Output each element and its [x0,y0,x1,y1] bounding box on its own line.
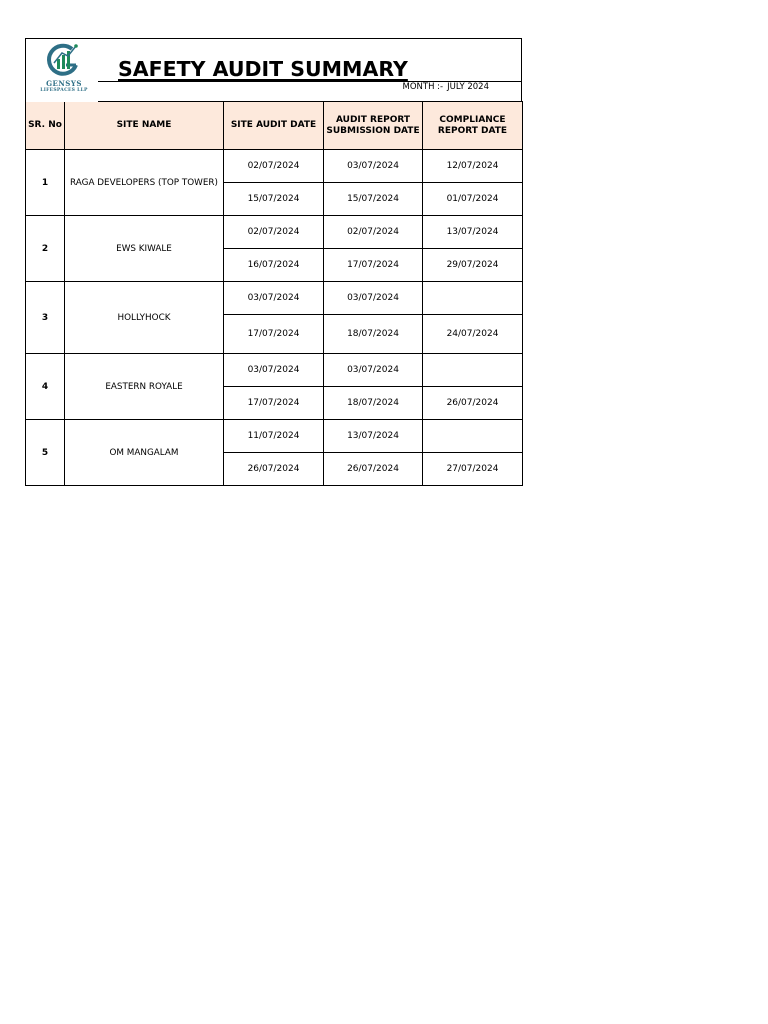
report-date-cell: 02/07/2024 [324,216,423,249]
report-date-cell: 17/07/2024 [324,249,423,282]
compliance-date-cell: 27/07/2024 [423,453,523,486]
compliance-date-cell: 13/07/2024 [423,216,523,249]
logo-brand-name: GENSYS [46,79,82,88]
logo-mark-icon [26,39,98,79]
table-row [26,282,523,315]
header-site-name: SITE NAME [65,102,224,150]
month-label [403,82,489,92]
table-row [26,354,523,387]
logo-tagline: LIFESPACES LLP [40,88,88,93]
sheet-header [25,38,522,101]
page-title: SAFETY AUDIT SUMMARY [118,57,408,81]
sr-no-cell: 5 [26,420,65,486]
header-compliance-line2: REPORT DATE [437,125,508,136]
audit-sheet [25,38,522,486]
site-audit-date-cell: 02/07/2024 [224,150,324,183]
table-header-row [26,102,523,150]
site-name-cell: EWS KIWALE [65,216,224,282]
site-name-cell: OM MANGALAM [65,420,224,486]
site-audit-date-cell: 16/07/2024 [224,249,324,282]
month-prefix: MONTH :- [402,82,444,92]
company-logo [26,39,98,102]
report-date-cell: 03/07/2024 [324,282,423,315]
report-date-cell: 03/07/2024 [324,354,423,387]
site-audit-date-cell: 17/07/2024 [224,387,324,420]
header-audit-report-line2: SUBMISSION DATE [326,125,420,136]
header-sr-no: SR. No [26,102,65,150]
compliance-date-cell: 12/07/2024 [423,150,523,183]
header-site-audit-date: SITE AUDIT DATE [224,102,324,150]
header-divider [98,81,522,82]
site-audit-date-cell: 03/07/2024 [224,282,324,315]
site-audit-date-cell: 11/07/2024 [224,420,324,453]
table-row [26,420,523,453]
compliance-date-cell: 24/07/2024 [423,315,523,354]
site-audit-date-cell: 03/07/2024 [224,354,324,387]
site-audit-date-cell: 15/07/2024 [224,183,324,216]
month-value: JULY 2024 [447,82,489,92]
sr-no-cell: 4 [26,354,65,420]
report-date-cell: 18/07/2024 [324,387,423,420]
header-compliance-line1: COMPLIANCE [439,114,506,125]
site-name-cell: EASTERN ROYALE [65,354,224,420]
compliance-date-cell: 29/07/2024 [423,249,523,282]
table-row [26,216,523,249]
header-audit-report-line1: AUDIT REPORT [335,114,411,125]
site-name-cell: HOLLYHOCK [65,282,224,354]
compliance-date-cell [423,354,523,387]
compliance-date-cell: 01/07/2024 [423,183,523,216]
compliance-date-cell [423,282,523,315]
header-audit-report-date [324,102,423,150]
compliance-date-cell [423,420,523,453]
sr-no-cell: 1 [26,150,65,216]
header-compliance-date [423,102,523,150]
site-name-cell: RAGA DEVELOPERS (TOP TOWER) [65,150,224,216]
report-date-cell: 15/07/2024 [324,183,423,216]
report-date-cell: 26/07/2024 [324,453,423,486]
site-audit-date-cell: 26/07/2024 [224,453,324,486]
site-audit-date-cell: 02/07/2024 [224,216,324,249]
report-date-cell: 03/07/2024 [324,150,423,183]
compliance-date-cell: 26/07/2024 [423,387,523,420]
report-date-cell: 18/07/2024 [324,315,423,354]
report-date-cell: 13/07/2024 [324,420,423,453]
sr-no-cell: 3 [26,282,65,354]
sr-no-cell: 2 [26,216,65,282]
site-audit-date-cell: 17/07/2024 [224,315,324,354]
table-row [26,150,523,183]
audit-table [25,101,523,486]
